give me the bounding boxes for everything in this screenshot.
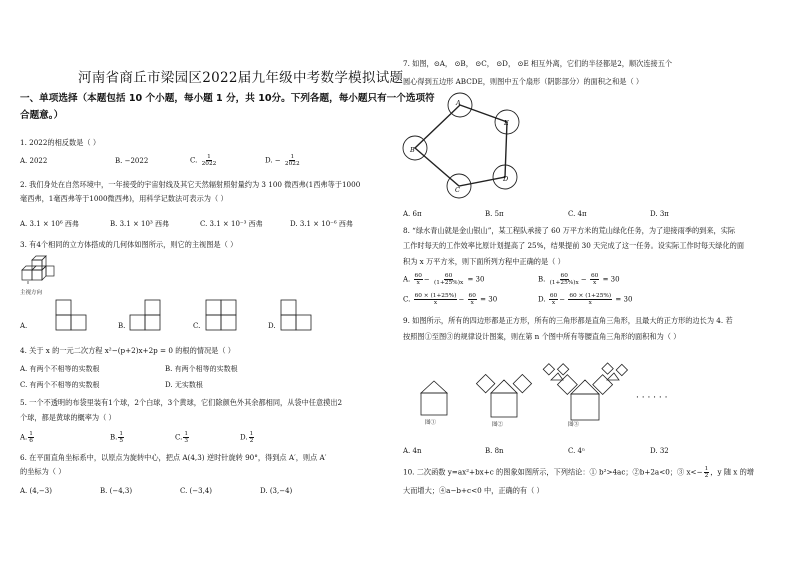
q8-stem-line2: 工作时每天的工作效率比原计划提高了 25%，结果提前 30 天完成了这一任务。设实际工作时每天绿化的面 <box>403 241 745 250</box>
q7-option-b: B. 5π <box>485 210 504 218</box>
q9-figure-3 <box>543 360 628 428</box>
q9-option-a: A. 4n <box>403 447 422 455</box>
q8-stem-line3: 积为 x 万平方米，则下面所列方程中正确的是（ ） <box>403 257 565 266</box>
q7-option-a: A. 6π <box>403 210 422 218</box>
q4-stem: 4. 关于 x 的一元二次方程 x²−(p+2)x+2p = 0 的根的情况是（ ） <box>20 346 235 355</box>
q10-stem-line1: 10. 二次函数 y=ax²+bx+c 的图象如图所示，下列结论：① b²>4ac；②b+2a<0；③ x<− $\frac{1}{2}$ ，y 随 x 的增 <box>403 466 754 479</box>
q2-option-a: A. 3.1 × 10⁶ 西弗 <box>20 220 79 228</box>
q5-option-d: D. $\frac{1}{2}$ <box>240 431 254 444</box>
q6-option-d: D. (3,−4) <box>260 487 293 495</box>
q3-option-d-figure[interactable] <box>281 300 311 330</box>
q9-figure-2 <box>470 365 540 427</box>
q7-label-b: B <box>410 146 415 154</box>
q7-label-d: D <box>503 175 509 183</box>
q6-stem-line2: 的坐标为（ ） <box>20 467 66 476</box>
q8-option-b: B. $\frac{60}{(1+25\%)x}$ − $\frac{60}{x}$ = 30 <box>538 273 620 286</box>
q8-option-d: D. $\frac{60}{x}$ − $\frac{60 \times (1+25\%)}{x}$ = 30 <box>538 293 633 306</box>
q9-option-d: D. 32 <box>650 447 669 455</box>
q7-label-e: E <box>504 119 509 127</box>
q5-option-a: A. $\frac{1}{6}$ <box>20 431 33 444</box>
q4-option-b: B. 有两个相等的实数根 <box>165 365 238 373</box>
q3-option-c-figure[interactable] <box>206 300 236 330</box>
q1-option-d: D. − $\frac{1}{2022}$ <box>265 154 300 167</box>
q9-stem-line2: 按照图①至图③的规律设计图案，则在第 n 个图中所有等腰直角三角形的面积和为（ ） <box>403 332 681 341</box>
section-heading-line2: 合题意。） <box>20 110 64 121</box>
q4-option-c: C. 有两个不相等的实数根 <box>20 381 100 389</box>
q6-option-a: A. (4,−3) <box>20 487 52 495</box>
q9-continuation-dots: · · · · · · <box>636 393 668 403</box>
q1-option-c: C. $\frac{1}{2022}$ <box>190 154 217 167</box>
q3-option-b-label: B. <box>118 322 126 330</box>
q6-option-c: C. (−3,4) <box>180 487 213 495</box>
q1-option-a: A. 2022 <box>20 157 48 165</box>
q5-option-b: B. $\frac{1}{5}$ <box>110 431 124 444</box>
q3-option-d-label: D. <box>268 322 276 330</box>
q9-figure-1-label: 图① <box>425 420 437 426</box>
q1-option-b: B. −2022 <box>115 157 149 165</box>
q9-figure-3-label: 图③ <box>568 422 580 428</box>
q9-option-c: C. 4ⁿ <box>568 447 586 455</box>
q2-stem-line1: 2. 我们身处在自然环境中，一年接受的宇宙射线及其它天然辐射照射量约为 3 100 微西弗(1西弗等于1000 <box>20 180 361 189</box>
q5-stem-line2: 个球，都是黄球的概率为（ ） <box>20 413 116 422</box>
q8-option-c: C. $\frac{60 \times (1+25\%)}{x}$ − $\frac{60}{x}$ = 30 <box>403 293 498 306</box>
q2-stem-line2: 毫西弗，1毫西弗等于1000微西弗)，用科学记数法可表示为（ ） <box>20 194 228 203</box>
q2-option-b: B. 3.1 × 10³ 西弗 <box>110 220 169 228</box>
page-title: 河南省商丘市梁园区2022届九年级中考数学模拟试题 <box>78 70 404 86</box>
q3-stem: 3. 有4个相同的立方体搭成的几何体如图所示，则它的主视图是（ ） <box>20 240 238 249</box>
q9-stem-line1: 9. 如图所示，所有的四边形都是正方形，所有的三角形都是直角三角形，且最大的正方形的边长为 4. 若 <box>403 316 733 325</box>
q10-stem-line2: 大而增大；④a−b+c<0 中，正确的有（ ） <box>403 486 544 495</box>
q3-option-a-label: A. <box>20 322 28 330</box>
q1-stem: 1. 2022的相反数是（ ） <box>20 138 101 147</box>
q7-pentagon-figure <box>400 92 530 202</box>
q6-stem-line1: 6. 在平面直角坐标系中，以原点为旋转中心，把点 A(4,3) 逆时针旋转 90°，得到点 A′，则点 A′ <box>20 453 327 462</box>
q2-option-d: D. 3.1 × 10⁻⁶ 西弗 <box>290 220 353 228</box>
q4-option-d: D. 无实数根 <box>165 381 203 389</box>
q3-option-c-label: C. <box>193 322 201 330</box>
q7-option-c: C. 4π <box>568 210 587 218</box>
section-heading-line1: 一、单项选择（本题包括 10 个小题，每小题 1 分，共 10分。下列各题，每小题只有一个选项符 <box>20 93 435 104</box>
q8-option-a: A. $\frac{60}{x}$ − $\frac{60}{(1+25\%)x}$ = 30 <box>403 273 485 286</box>
q9-figure-2-label: 图② <box>492 422 504 428</box>
q9-option-b: B. 8n <box>485 447 504 455</box>
q7-stem-line2: 圆心得到五边形 ABCDE，则图中五个扇形（阴影部分）的面积之和是（ ） <box>403 77 644 86</box>
q8-stem-line1: 8. “绿水青山就是金山银山”，某工程队承接了 60 万平方米的荒山绿化任务，为了迎接雨季的到来，实际 <box>403 226 736 235</box>
q2-option-c: C. 3.1 × 10⁻³ 西弗 <box>200 220 263 228</box>
q4-option-a: A. 有两个不相等的实数根 <box>20 365 100 373</box>
q7-label-a: A <box>456 99 461 107</box>
q5-option-c: C. $\frac{1}{3}$ <box>175 431 189 444</box>
q3-cubes-figure <box>20 254 60 288</box>
q3-option-a-figure[interactable] <box>56 300 86 330</box>
q7-stem-line1: 7. 如图，⊙A， ⊙B， ⊙C， ⊙D， ⊙E 相互外离，它们的半径都是2，顺次连接五个 <box>403 59 673 68</box>
q7-option-d: D. 3π <box>650 210 669 218</box>
q5-stem-line1: 5. 一个不透明的布袋里装有1个球，2个白球，3个黄球，它们除颜色外其余都相同，从袋中任意摸出2 <box>20 398 343 407</box>
q7-label-c: C <box>455 186 460 194</box>
q3-view-direction-label: 主视方向 <box>20 290 43 296</box>
q3-option-b-figure[interactable] <box>130 300 160 330</box>
q6-option-b: B. (−4,3) <box>100 487 133 495</box>
